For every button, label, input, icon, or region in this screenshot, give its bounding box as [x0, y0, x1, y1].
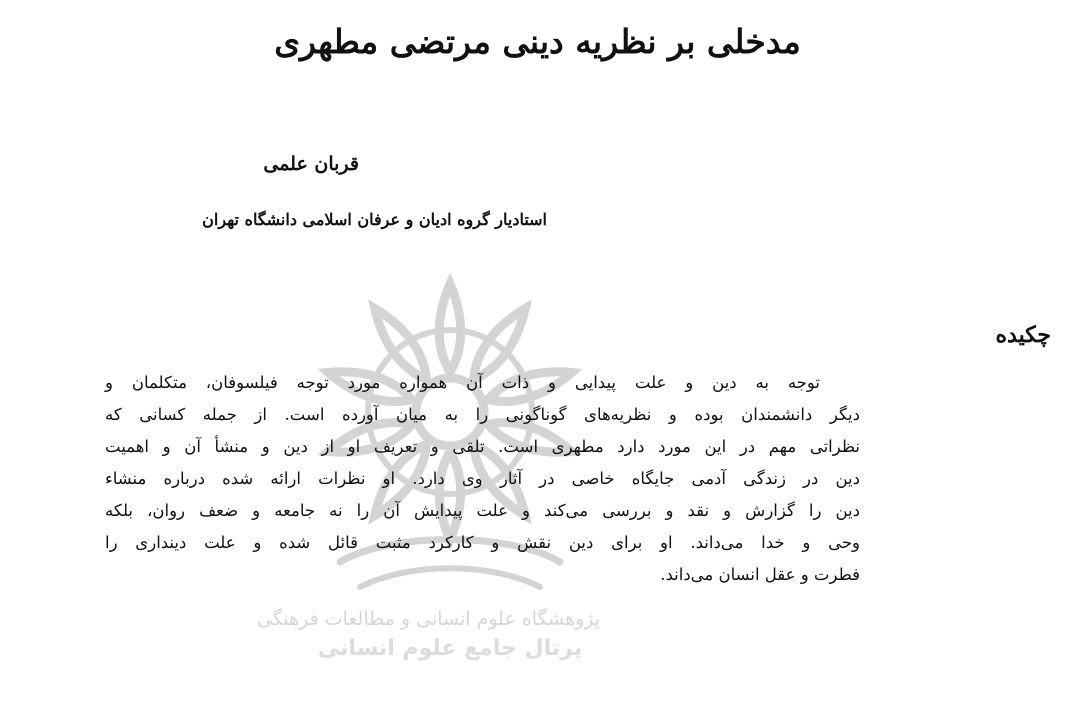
- abstract-line: دین در زندگی آدمی جایگاه خاصی در آثار وی دارد. او نظرات ارائه شده درباره منشاء: [105, 469, 860, 488]
- abstract-line: توجه به دین و علت پیدایی و ذات آن همواره مورد توجه فیلسوفان، متکلمان و: [105, 373, 820, 392]
- author-affiliation: استادیار گروه ادیان و عرفان اسلامی دانشگاه تهران: [202, 210, 547, 229]
- watermark-portal-text: پرتال جامع علوم انسانی: [317, 636, 583, 661]
- paper-title: مدخلی بر نظریه دینی مرتضی مطهری: [274, 22, 801, 61]
- abstract-heading: چکیده: [995, 322, 1051, 348]
- watermark-institute-text: پژوهشگاه علوم انسانی و مطالعات فرهنگی: [257, 608, 600, 630]
- abstract-line: دیگر دانشمندان بوده و نظریه‌های گوناگونی را به میان آورده است. از جمله کسانی که: [105, 405, 860, 424]
- abstract-line: دین را گزارش و نقد و بررسی می‌کند و علت پیدایش آن را نه جامعه و ضعف روان، بلکه: [105, 501, 860, 520]
- author-name: قربان علمی: [263, 153, 359, 175]
- abstract-line: فطرت و عقل انسان می‌داند.: [660, 565, 860, 584]
- abstract-line: وحی و خدا می‌داند. او برای دین نقش و کارکرد مثبت قائل شده و علت دینداری را: [105, 533, 860, 552]
- abstract-body: [105, 367, 860, 591]
- abstract-line: نظراتی مهم در این مورد دارد مطهری است. تلقی و تعریف او از دین و منشأ آن و اهمیت: [105, 437, 860, 456]
